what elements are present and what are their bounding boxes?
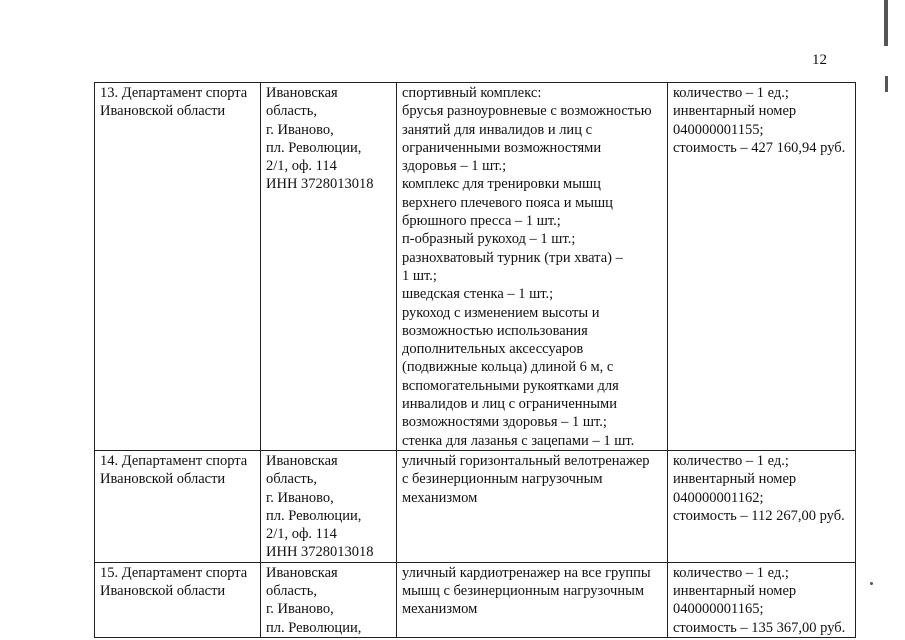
organization-line: 15. Департамент спорта — [100, 564, 248, 581]
inventory-label: инвентарный номер — [673, 583, 797, 600]
address-line: Ивановская — [266, 85, 338, 101]
scan-edge-mark — [885, 76, 888, 92]
item-line: стенка для лазанья с зацепами – 1 шт. — [402, 432, 635, 449]
address-line: область, — [266, 583, 317, 600]
item-line: брусья разноуровневые с возможностью — [402, 103, 652, 120]
inventory-label: инвентарный номер — [673, 103, 797, 120]
item-line: здоровья – 1 шт.; — [402, 158, 507, 175]
item-line: спортивный комплекс: — [402, 85, 542, 101]
inventory-number: 040000001162; — [673, 489, 764, 506]
table-row — [95, 83, 856, 451]
item-line: рукоход с изменением высоты и — [402, 304, 600, 321]
address-line: Ивановская — [266, 452, 338, 469]
cost-line: стоимость – 135 367,00 руб. — [673, 619, 846, 636]
item-line: п-образный рукоход – 1 шт.; — [402, 231, 576, 248]
address-cell — [261, 450, 397, 562]
address-line: ИНН 3728013018 — [266, 176, 374, 193]
item-line: уличный горизонтальный велотренажер — [402, 452, 650, 469]
organization-cell — [95, 450, 261, 562]
item-line: механизмом — [402, 601, 478, 618]
address-line: область, — [266, 103, 317, 120]
item-line: мышц с безинерционным нагрузочным — [402, 583, 645, 600]
organization-line: 13. Департамент спорта — [100, 85, 248, 101]
items-cell — [397, 83, 668, 451]
item-line: (подвижные кольца) длиной 6 м, с — [402, 359, 614, 376]
item-line: 1 шт.; — [402, 267, 437, 284]
address-line: 2/1, оф. 114 — [266, 158, 337, 175]
item-line: инвалидов и лиц с ограниченными — [402, 396, 617, 413]
scan-edge-mark — [884, 0, 888, 46]
items-cell — [397, 562, 668, 637]
quantity-line: количество – 1 ед.; — [673, 452, 789, 469]
items-cell — [397, 450, 668, 562]
address-cell — [261, 562, 397, 637]
organization-line: Ивановской области — [100, 583, 226, 600]
address-cell — [261, 83, 397, 451]
address-line: ИНН 3728013018 — [266, 544, 374, 561]
table-row — [95, 562, 856, 637]
item-line: комплекс для тренировки мышц — [402, 176, 601, 193]
item-line: шведская стенка – 1 шт.; — [402, 286, 554, 303]
organization-line: Ивановской области — [100, 471, 226, 488]
item-line: верхнего плечевого пояса и мышц — [402, 194, 613, 211]
table-row — [95, 450, 856, 562]
item-line: дополнительных аксессуаров — [402, 341, 584, 358]
organization-line: Ивановской области — [100, 103, 226, 120]
address-line: пл. Революции, — [266, 139, 362, 156]
cost-line: стоимость – 427 160,94 руб. — [673, 139, 846, 156]
address-line: пл. Революции, — [266, 507, 362, 524]
address-line: 2/1, оф. 114 — [266, 526, 337, 543]
item-line: механизмом — [402, 489, 478, 506]
address-line: г. Иваново, — [266, 489, 334, 506]
organization-line: 14. Департамент спорта — [100, 452, 248, 469]
item-line: разнохватовый турник (три хвата) – — [402, 249, 623, 266]
inventory-label: инвентарный номер — [673, 471, 797, 488]
details-cell — [668, 562, 856, 637]
address-line: область, — [266, 471, 317, 488]
page-number: 12 — [812, 52, 827, 68]
inventory-number: 040000001155; — [673, 121, 764, 138]
scan-dot — [870, 582, 873, 585]
item-line: с безинерционным нагрузочным — [402, 471, 603, 488]
address-line: г. Иваново, — [266, 121, 334, 138]
property-table — [94, 82, 856, 638]
quantity-line: количество – 1 ед.; — [673, 85, 789, 101]
address-line: пл. Революции, — [266, 619, 362, 636]
cost-line: стоимость – 112 267,00 руб. — [673, 507, 845, 524]
address-line: г. Иваново, — [266, 601, 334, 618]
item-line: возможностью использования — [402, 322, 588, 339]
item-line: вспомогательными рукоятками для — [402, 377, 619, 394]
quantity-line: количество – 1 ед.; — [673, 564, 789, 581]
item-line: брюшного пресса – 1 шт.; — [402, 213, 561, 230]
item-line: возможностями здоровья – 1 шт.; — [402, 414, 607, 431]
address-line: Ивановская — [266, 564, 338, 581]
organization-cell — [95, 83, 261, 451]
organization-cell — [95, 562, 261, 637]
item-line: уличный кардиотренажер на все группы — [402, 564, 651, 581]
item-line: занятий для инвалидов и лиц с — [402, 121, 593, 138]
details-cell — [668, 83, 856, 451]
details-cell — [668, 450, 856, 562]
inventory-number: 040000001165; — [673, 601, 764, 618]
item-line: ограниченными возможностями — [402, 139, 602, 156]
